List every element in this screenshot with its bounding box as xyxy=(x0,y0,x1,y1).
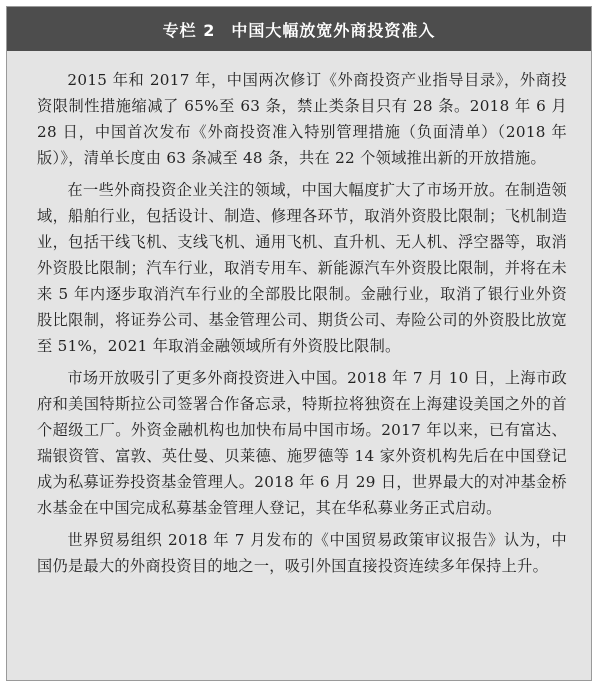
box-label: 专栏 2 xyxy=(162,20,216,40)
box-content xyxy=(37,67,567,585)
box-title: 中国大幅放宽外商投资准入 xyxy=(231,20,436,40)
paragraph: 在一些外商投资企业关注的领域，中国大幅度扩大了市场开放。在制造领域，船舶行业，包括设计、制造、修理各环节，取消外资股比限制；飞机制造业，包括干线飞机、支线飞机、通用飞机、直升机、无人机、浮空器等，取消外资股比限制；汽车行业，取消专用车、新能源汽车外资股比限制，并将在未来 5 年内逐步取消汽车行业的全部股比限制。金融行业，取消了银行业外资股比限制，将证券公司、基金管理公司、期货公司、寿险公司的外资股比放宽至 51%，2021 年取消金融领域所有外资股比限制。 xyxy=(37,181,567,355)
paragraph: 世界贸易组织 2018 年 7 月发布的《中国贸易政策审议报告》认为，中国仍是最大的外商投资目的地之一，吸引外国直接投资连续多年保持上升。 xyxy=(37,531,567,575)
sidebar-box xyxy=(6,6,592,681)
paragraph: 市场开放吸引了更多外商投资进入中国。2018 年 7 月 10 日，上海市政府和美国特斯拉公司签署合作备忘录，特斯拉将独资在上海建设美国之外的首个超级工厂。外资金融机构也加快布局中国市场。2017 年以来，已有富达、瑞银资管、富敦、英仕曼、贝莱德、施罗德等 14 家外资机构先后在中国登记成为私募证券投资基金管理人。2018 年 6 月 29 日，世界最大的对冲基金桥水基金在中国完成私募基金管理人登记，其在华私募业务正式启动。 xyxy=(37,369,567,517)
paragraph: 2015 年和 2017 年，中国两次修订《外商投资产业指导目录》，外商投资限制性措施缩减了 65%至 63 条，禁止类条目只有 28 条。2018 年 6 月 28 日，中国首次发布《外商投资准入特别管理措施（负面清单）（2018 年版）》，清单长度由 63 条减至 48 条，共在 22 个领域推出新的开放措施。 xyxy=(37,71,567,167)
box-title-bar xyxy=(7,7,591,51)
